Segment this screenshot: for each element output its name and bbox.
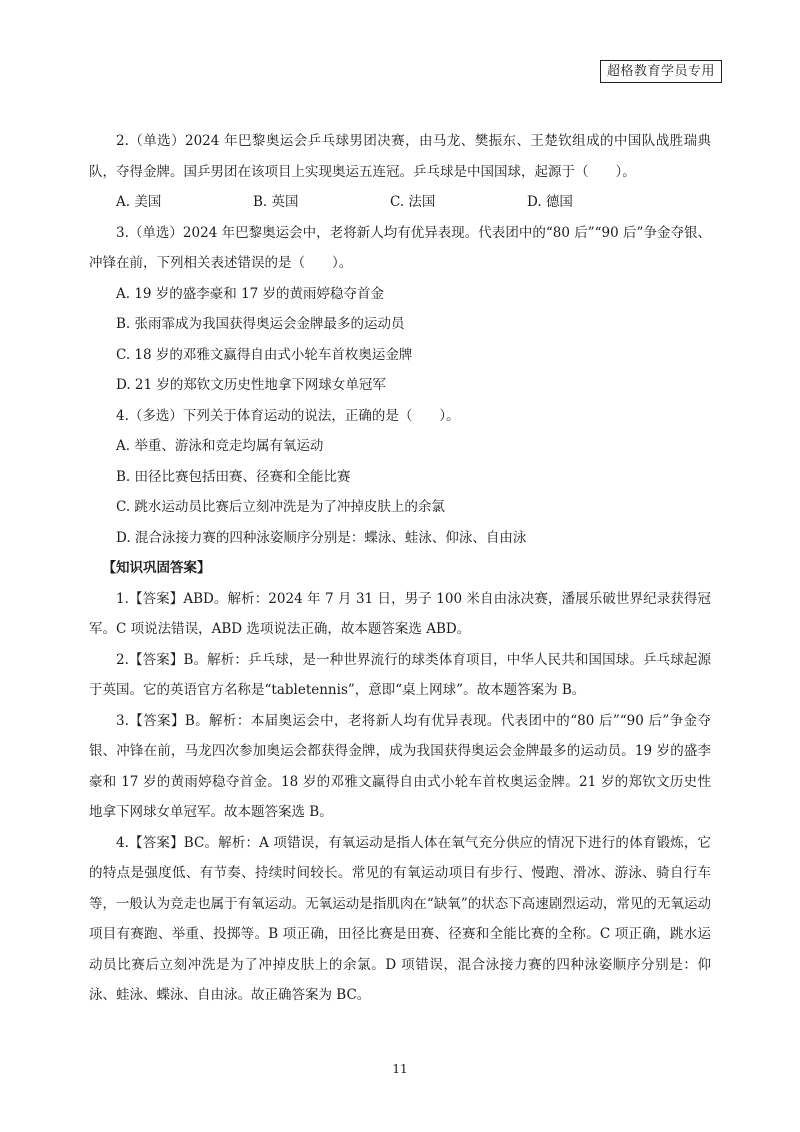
page-number: 11	[392, 1062, 408, 1076]
page-content	[89, 126, 711, 1011]
answers-section-title: 【知识巩固答案】	[102, 560, 211, 576]
question-3-option-a: A. 19 岁的盛李豪和 17 岁的黄雨婷稳夺首金	[116, 285, 385, 302]
question-4-stem: 4.（多选）下列关于体育运动的说法，正确的是（ ）。	[116, 407, 460, 424]
question-4-option-c: C. 跳水运动员比赛后立刻冲洗是为了冲掉皮肤上的余氯	[116, 499, 445, 515]
answer-1: 1.【答案】ABD。解析：2024 年 7 月 31 日，男子 100 米自由泳决赛，潘展乐破世界纪录获得冠军。C 项说法错误，ABD 选项说法正确，故本题答案选 ABD。	[89, 590, 711, 637]
question-3-option-b: B. 张雨霏成为我国获得奥运会金牌最多的运动员	[116, 316, 405, 332]
question-3-stem: 3.（单选）2024 年巴黎奥运会中，老将新人均有优异表现。代表团中的“80 后”“90 后”争金夺银、冲锋在前，下列相关表述错误的是（ ）。	[89, 224, 711, 271]
question-2-option-b: B. 英国	[253, 194, 299, 210]
question-4-option-a: A. 举重、游泳和竞走均属有氧运动	[116, 438, 324, 454]
question-4-option-d: D. 混合泳接力赛的四种泳姿顺序分别是：蝶泳、蛙泳、仰泳、自由泳	[116, 529, 527, 546]
question-3-option-c: C. 18 岁的邓雅文赢得自由式小轮车首枚奥运金牌	[116, 346, 413, 363]
question-3-option-d: D. 21 岁的郑钦文历史性地拿下网球女单冠军	[116, 377, 386, 393]
question-2-option-d: D. 德国	[527, 194, 573, 210]
question-2-option-c: C. 法国	[390, 194, 436, 210]
answer-2: 2.【答案】B。解析：乒乓球，是一种世界流行的球类体育项目，中华人民共和国国球。乒乓球起源于英国。它的英语官方名称是“tabletennis”，意即“桌上网球”。故本题答案为 B。	[89, 651, 711, 698]
answer-4: 4.【答案】BC。解析：A 项错误，有氧运动是指人体在氧气充分供应的情况下进行的体育锻炼，它的特点是强度低、有节奏、持续时间较长。常见的有氧运动项目有步行、慢跑、滑冰、游泳、骑自行车等，一般认为竞走也属于有氧运动。无氧运动是指肌肉在“缺氧”的状态下高速剧烈运动，常见的无氧运动项目有赛跑、举重、投掷等。B 项正确，田径比赛是田赛、径赛和全能比赛的全称。C 项正确，跳水运动员比赛后立刻冲洗是为了冲掉皮肤上的余氯。D 项错误，混合泳接力赛的四种泳姿顺序分别是：仰泳、蛙泳、蝶泳、自由泳。故正确答案为 BC。	[89, 834, 711, 1003]
question-2-options	[89, 187, 711, 218]
question-2-stem: 2.（单选）2024 年巴黎奥运会乒乓球男团决赛，由马龙、樊振东、王楚钦组成的中国队战胜瑞典队，夺得金牌。国乒男团在该项目上实现奥运五连冠。乒乓球是中国国球，起源于（ ）。	[89, 133, 711, 180]
answer-3: 3.【答案】B。解析：本届奥运会中，老将新人均有优异表现。代表团中的“80 后”“90 后”争金夺银、冲锋在前，马龙四次参加奥运会都获得金牌，成为我国获得奥运会金牌最多的运动员。19 岁的盛李豪和 17 岁的黄雨婷稳夺首金。18 岁的邓雅文赢得自由式小轮车首枚奥运金牌。21 岁的郑钦文历史性地拿下网球女单冠军。故本题答案选 B。	[89, 712, 711, 820]
question-4-option-b: B. 田径比赛包括田赛、径赛和全能比赛	[116, 468, 351, 485]
question-2-option-a: A. 美国	[116, 194, 162, 210]
header-label: 超格教育学员专用	[600, 60, 722, 83]
